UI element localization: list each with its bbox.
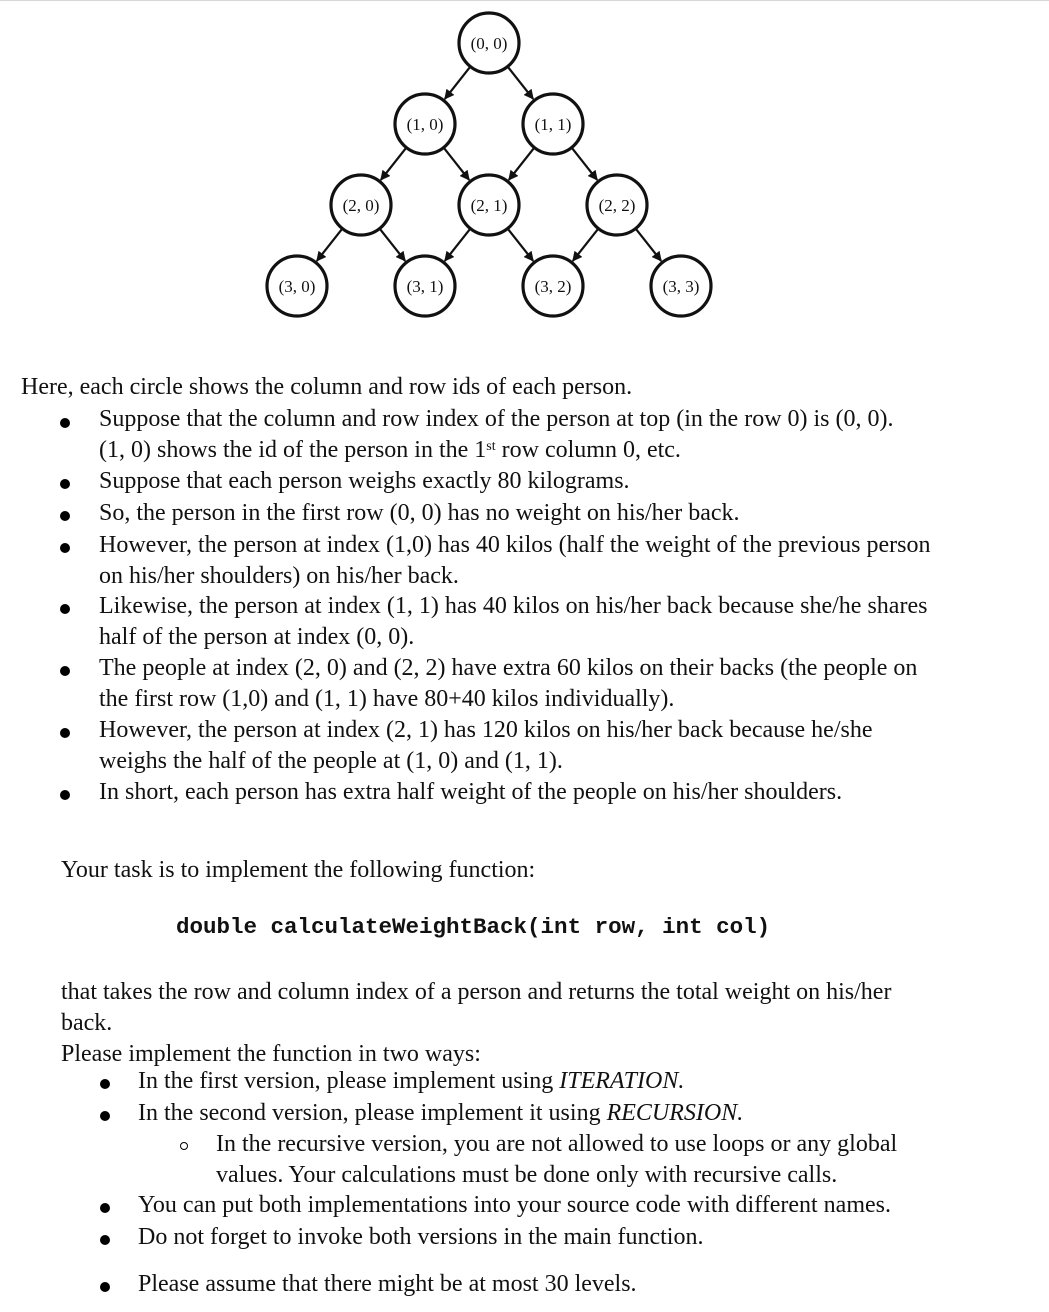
node-label: (3, 1): [406, 277, 444, 296]
node-label: (2, 2): [598, 196, 636, 215]
list-item: Suppose that each person weighs exactly 80 kilograms.: [99, 468, 630, 494]
list-item: The people at index (2, 0) and (2, 2) have extra 60 kilos on their backs (the people on the first row (1,0) and (1, 1) have 80+40 kilos individually).: [99, 655, 918, 712]
diagram-node: [651, 256, 711, 316]
list-item: However, the person at index (2, 1) has 120 kilos on his/her back because he/she weighs the half of the people at (1, 0) and (1, 1).: [99, 717, 873, 774]
node-label: (0, 0): [470, 34, 508, 53]
person-pyramid-diagram: [0, 0, 1049, 345]
list-item: Please assume that there might be at most 30 levels.: [138, 1271, 637, 1297]
diagram-arrow: [445, 67, 470, 99]
diagram-arrow: [573, 229, 598, 261]
node-label: (1, 0): [406, 115, 444, 134]
list-item: So, the person in the first row (0, 0) has no weight on his/her back.: [99, 500, 740, 526]
bullet-dot: [60, 543, 70, 553]
diagram-node: [523, 94, 583, 154]
node-label: (3, 0): [278, 277, 316, 296]
list-item: In the recursive version, you are not allowed to use loops or any global values. Your calculations must be done only with recursive calls.: [216, 1131, 898, 1188]
bullet-dot: [100, 1111, 110, 1121]
node-label: (3, 3): [662, 277, 700, 296]
list-item: In the first version, please implement using ITERATION.: [138, 1068, 685, 1094]
diagram-arrow: [508, 229, 533, 261]
diagram-arrow: [636, 229, 661, 261]
diagram-node: [395, 94, 455, 154]
function-signature: double calculateWeightBack(int row, int col): [176, 914, 771, 940]
node-label: (2, 0): [342, 196, 380, 215]
diagram-arrow: [380, 229, 405, 261]
diagram-arrow: [572, 148, 597, 180]
bullet-dot: [60, 790, 70, 800]
diagram-node: [587, 175, 647, 235]
diagram-node: [523, 256, 583, 316]
bullet-dot: [60, 511, 70, 521]
list-item: Likewise, the person at index (1, 1) has 40 kilos on his/her back because she/he shares half of the person at index (0, 0).: [99, 593, 928, 650]
function-description: that takes the row and column index of a person and returns the total weight on his/her back. Please implement the function in two ways:: [61, 979, 892, 1067]
node-label: (3, 2): [534, 277, 572, 296]
diagram-arrow: [317, 229, 342, 261]
bullet-dot: [100, 1203, 110, 1213]
list-item: However, the person at index (1,0) has 40 kilos (half the weight of the previous person on his/her shoulders) on his/her back.: [99, 532, 931, 589]
list-item: In short, each person has extra half weight of the people on his/her shoulders.: [99, 779, 843, 805]
bullet-dot: [60, 728, 70, 738]
diagram-arrow: [509, 148, 534, 180]
sub-bullet-ring: [180, 1142, 188, 1150]
diagram-arrow: [444, 148, 469, 180]
node-label: (2, 1): [470, 196, 508, 215]
intro-text: Here, each circle shows the column and row ids of each person.: [21, 374, 633, 400]
diagram-node: [459, 175, 519, 235]
bullet-dot: [100, 1235, 110, 1245]
bullet-dot: [100, 1282, 110, 1292]
diagram-node: [331, 175, 391, 235]
bullet-dot: [60, 666, 70, 676]
list-item: In the second version, please implement it using RECURSION.: [138, 1100, 744, 1126]
diagram-node: [267, 256, 327, 316]
diagram-arrow: [508, 67, 533, 99]
diagram-node: [459, 13, 519, 73]
list-item: Do not forget to invoke both versions in the main function.: [138, 1224, 704, 1250]
list-item: You can put both implementations into your source code with different names.: [138, 1192, 891, 1218]
bullet-dot: [100, 1079, 110, 1089]
list-item: Suppose that the column and row index of the person at top (in the row 0) is (0, 0). (1, 0) shows the id of the person in the 1st row column 0, etc.: [99, 406, 894, 463]
bullet-dot: [60, 479, 70, 489]
diagram-arrow: [381, 148, 406, 180]
node-label: (1, 1): [534, 115, 572, 134]
task-statement: Your task is to implement the following function:: [61, 857, 536, 883]
bullet-dot: [60, 604, 70, 614]
diagram-node: [395, 256, 455, 316]
diagram-arrow: [445, 229, 470, 261]
bullet-dot: [60, 418, 70, 428]
